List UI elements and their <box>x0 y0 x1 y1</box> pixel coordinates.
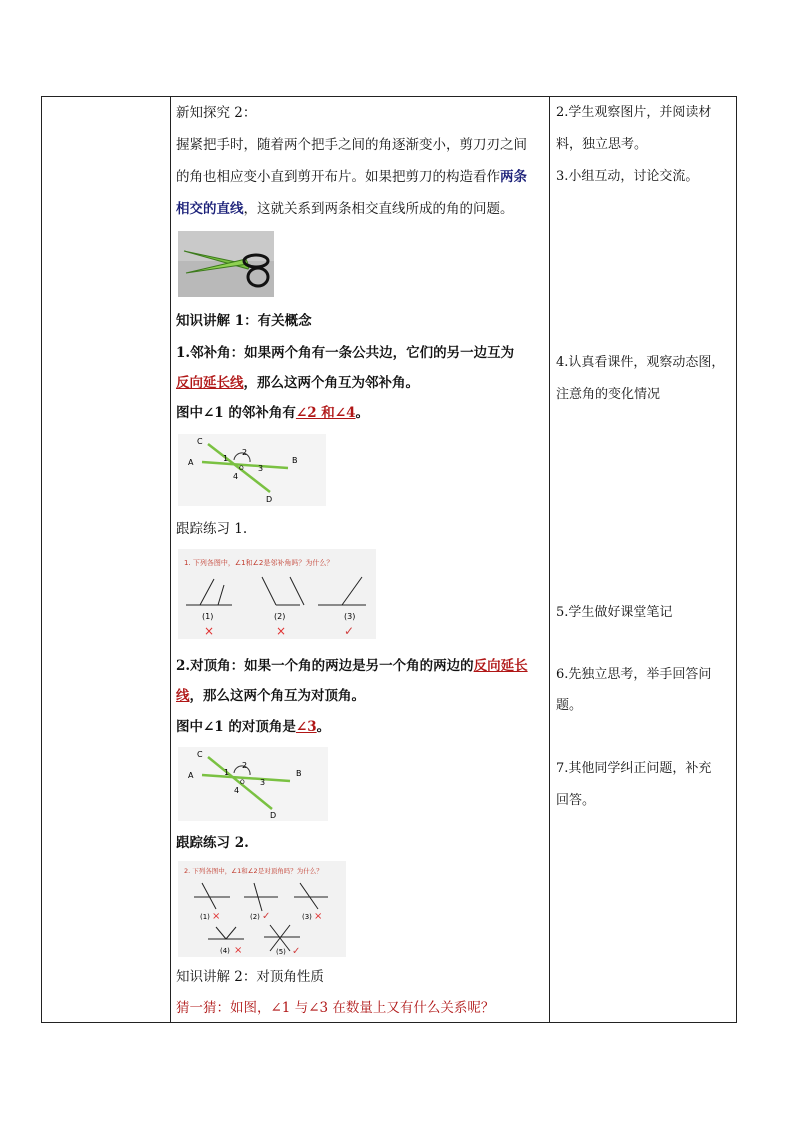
activity-3: 3.小组互动，讨论交流。 <box>556 169 699 184</box>
svg-text:4: 4 <box>234 786 240 795</box>
activity-7-line-2: 回答。 <box>556 793 596 808</box>
svg-text:1: 1 <box>223 454 229 463</box>
svg-text:3: 3 <box>258 464 264 473</box>
column-divider-2 <box>549 97 550 1022</box>
lesson-table <box>41 96 737 1023</box>
svg-text:×: × <box>212 911 221 922</box>
activity-4-line-2: 注意角的变化情况 <box>556 387 661 402</box>
svg-text:1: 1 <box>224 768 230 777</box>
explore-line-1: 握紧把手时，随着两个把手之间的角逐渐变小，剪刀刃之间 <box>176 137 527 153</box>
svg-text:D: D <box>266 495 273 504</box>
explore-line-2: 的角也相应变小直到剪开布片。如果把剪刀的构造看作两条 <box>176 169 527 185</box>
svg-text:✓: ✓ <box>262 911 271 922</box>
intersecting-lines-figure-1 <box>178 434 326 506</box>
svg-text:2. 下列各图中，∠1和∠2是对顶角吗？为什么？: 2. 下列各图中，∠1和∠2是对顶角吗？为什么？ <box>184 867 323 875</box>
svg-text:2: 2 <box>242 761 248 770</box>
adjacent-def-line-2: 反向延长线，那么这两个角互为邻补角。 <box>176 375 419 391</box>
svg-text:C: C <box>197 750 203 759</box>
content-column <box>176 97 548 1022</box>
exercise-2-image <box>178 861 346 957</box>
explore-title: 新知探究 2： <box>176 105 257 121</box>
activity-2-line-1: 2.学生观察图片，并阅读材 <box>556 105 712 120</box>
vertical-def-line-1: 2.对顶角：如果一个角的两边是另一个角的两边的反向延长 <box>176 658 528 674</box>
student-activity-column <box>556 97 734 1022</box>
vertical-def-line-2: 线，那么这两个角互为对顶角。 <box>176 688 365 704</box>
svg-text:A: A <box>188 771 194 780</box>
knowledge-1-title: 知识讲解 1：有关概念 <box>176 313 312 329</box>
svg-text:✓: ✓ <box>344 624 355 638</box>
svg-text:(4): (4) <box>220 947 230 955</box>
svg-text:O: O <box>240 779 245 786</box>
svg-text:×: × <box>314 911 323 922</box>
activity-6-line-2: 题。 <box>556 698 583 713</box>
svg-text:×: × <box>204 624 215 638</box>
svg-text:(5): (5) <box>276 948 286 956</box>
svg-text:(2): (2) <box>250 913 260 921</box>
svg-text:(1): (1) <box>202 612 214 621</box>
svg-text:(2): (2) <box>274 612 286 621</box>
scissors-photo <box>178 231 274 297</box>
svg-text:D: D <box>270 811 277 820</box>
adjacent-fig-text: 图中∠1 的邻补角有∠2 和∠4。 <box>176 405 370 421</box>
svg-text:B: B <box>296 769 302 778</box>
activity-6-line-1: 6.先独立思考，举手回答问 <box>556 667 712 682</box>
activity-5: 5.学生做好课堂笔记 <box>556 605 673 620</box>
svg-text:2: 2 <box>242 448 248 457</box>
svg-text:×: × <box>234 945 243 956</box>
svg-text:(3): (3) <box>344 612 356 621</box>
guess-question: 猜一猜：如图，∠1 与∠3 在数量上又有什么关系呢？ <box>176 1000 495 1016</box>
explore-line-3: 相交的直线，这就关系到两条相交直线所成的角的问题。 <box>176 201 514 217</box>
svg-text:A: A <box>188 458 194 467</box>
intersecting-lines-figure-2 <box>178 747 328 821</box>
activity-4-line-1: 4.认真看课件，观察动态图， <box>556 355 725 370</box>
svg-text:O: O <box>239 465 244 472</box>
highlight-two-lines: 两条 <box>500 169 527 185</box>
svg-text:3: 3 <box>260 778 266 787</box>
svg-text:B: B <box>292 456 298 465</box>
svg-text:✓: ✓ <box>292 946 301 957</box>
vertical-fig-text: 图中∠1 的对顶角是∠3。 <box>176 719 331 735</box>
adjacent-def-line-1: 1.邻补角：如果两个角有一条公共边，它们的另一边互为 <box>176 345 515 361</box>
column-divider-1 <box>170 97 171 1022</box>
exercise-2-title: 跟踪练习 2. <box>176 835 249 851</box>
exercise-1-title: 跟踪练习 1. <box>176 521 248 537</box>
svg-text:(1): (1) <box>200 913 210 921</box>
svg-text:4: 4 <box>233 472 239 481</box>
activity-2-line-2: 料，独立思考。 <box>556 137 648 152</box>
svg-text:C: C <box>197 437 203 446</box>
knowledge-2-title: 知识讲解 2：对顶角性质 <box>176 969 324 985</box>
exercise-1-image <box>178 549 376 639</box>
svg-text:(3): (3) <box>302 913 312 921</box>
svg-text:×: × <box>276 624 287 638</box>
activity-7-line-1: 7.其他同学纠正问题，补充 <box>556 761 712 776</box>
svg-text:1. 下列各图中，∠1和∠2是邻补角吗？为什么？: 1. 下列各图中，∠1和∠2是邻补角吗？为什么？ <box>184 559 334 567</box>
